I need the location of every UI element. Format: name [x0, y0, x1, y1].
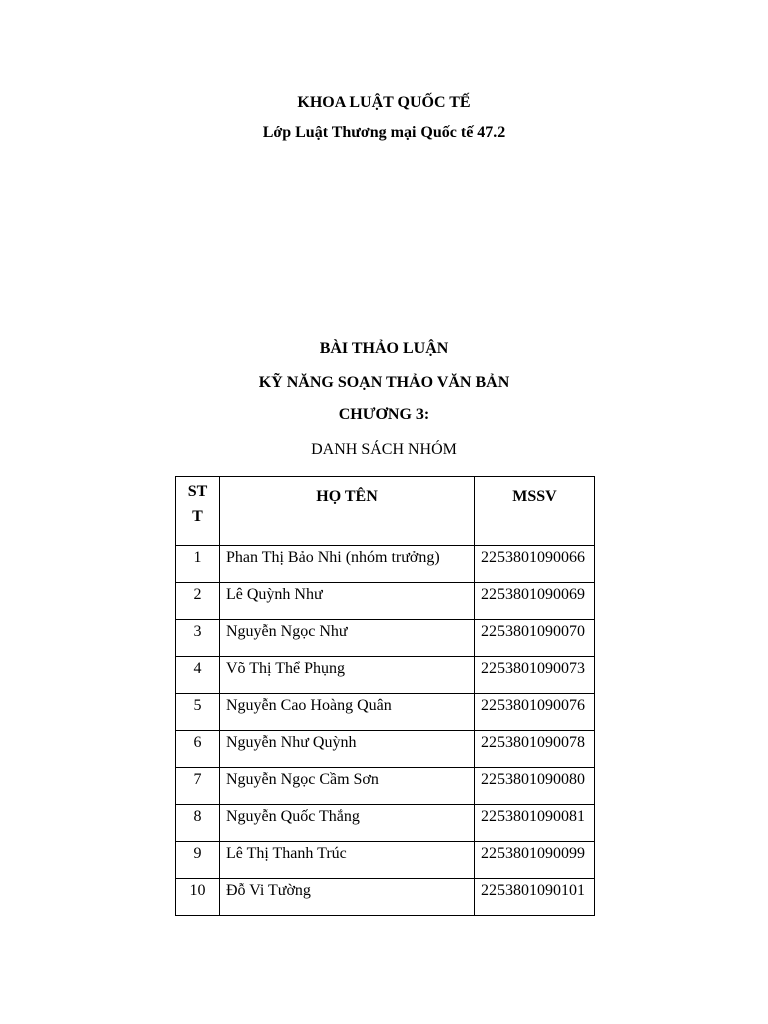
- member-list-title: DANH SÁCH NHÓM: [311, 441, 457, 458]
- document-type: BÀI THẢO LUẬN: [319, 340, 449, 357]
- table-row: [176, 583, 595, 620]
- cell-name: Lê Quỳnh Như: [220, 583, 475, 620]
- cell-mssv: 2253801090101: [475, 879, 595, 916]
- class-name: Lớp Luật Thương mại Quốc tế 47.2: [262, 124, 506, 141]
- cell-name: Nguyễn Như Quỳnh: [220, 731, 475, 768]
- cell-mssv: 2253801090070: [475, 620, 595, 657]
- subject-title: KỸ NĂNG SOẠN THẢO VĂN BẢN: [258, 374, 510, 391]
- cell-stt: 9: [176, 842, 220, 879]
- cell-name: Đỗ Vi Tường: [220, 879, 475, 916]
- cell-stt: 1: [176, 546, 220, 583]
- table-row: [176, 546, 595, 583]
- cell-mssv: 2253801090081: [475, 805, 595, 842]
- header-name: HỌ TÊN: [220, 477, 475, 546]
- cell-mssv: 2253801090080: [475, 768, 595, 805]
- table-row: [176, 879, 595, 916]
- table-row: [176, 842, 595, 879]
- cell-stt: 2: [176, 583, 220, 620]
- cell-name: Võ Thị Thể Phụng: [220, 657, 475, 694]
- table-row: [176, 657, 595, 694]
- cell-mssv: 2253801090069: [475, 583, 595, 620]
- table-row: [176, 768, 595, 805]
- cell-name: Nguyễn Ngọc Cầm Sơn: [220, 768, 475, 805]
- cell-name: Nguyễn Cao Hoàng Quân: [220, 694, 475, 731]
- cell-name: Nguyễn Ngọc Như: [220, 620, 475, 657]
- table-row: [176, 694, 595, 731]
- cell-stt: 3: [176, 620, 220, 657]
- header-mssv: MSSV: [475, 477, 595, 546]
- member-table: [175, 476, 595, 916]
- table-header-row: [176, 477, 595, 546]
- cell-stt: 10: [176, 879, 220, 916]
- header-stt-line2: T: [192, 508, 203, 525]
- cell-stt: 8: [176, 805, 220, 842]
- cell-mssv: 2253801090078: [475, 731, 595, 768]
- cell-mssv: 2253801090066: [475, 546, 595, 583]
- table-row: [176, 805, 595, 842]
- header-stt-line1: ST: [187, 483, 208, 500]
- cell-stt: 5: [176, 694, 220, 731]
- cell-mssv: 2253801090099: [475, 842, 595, 879]
- cell-stt: 6: [176, 731, 220, 768]
- cell-name: Nguyễn Quốc Thắng: [220, 805, 475, 842]
- cell-mssv: 2253801090076: [475, 694, 595, 731]
- faculty-heading: KHOA LUẬT QUỐC TẾ: [297, 94, 471, 111]
- header-stt: [176, 477, 220, 546]
- cell-name: Lê Thị Thanh Trúc: [220, 842, 475, 879]
- cell-mssv: 2253801090073: [475, 657, 595, 694]
- table-row: [176, 731, 595, 768]
- cell-name: Phan Thị Bảo Nhi (nhóm trưởng): [220, 546, 475, 583]
- member-rows: [176, 546, 595, 916]
- cell-stt: 7: [176, 768, 220, 805]
- table-row: [176, 620, 595, 657]
- cell-stt: 4: [176, 657, 220, 694]
- chapter-title: CHƯƠNG 3:: [338, 406, 430, 423]
